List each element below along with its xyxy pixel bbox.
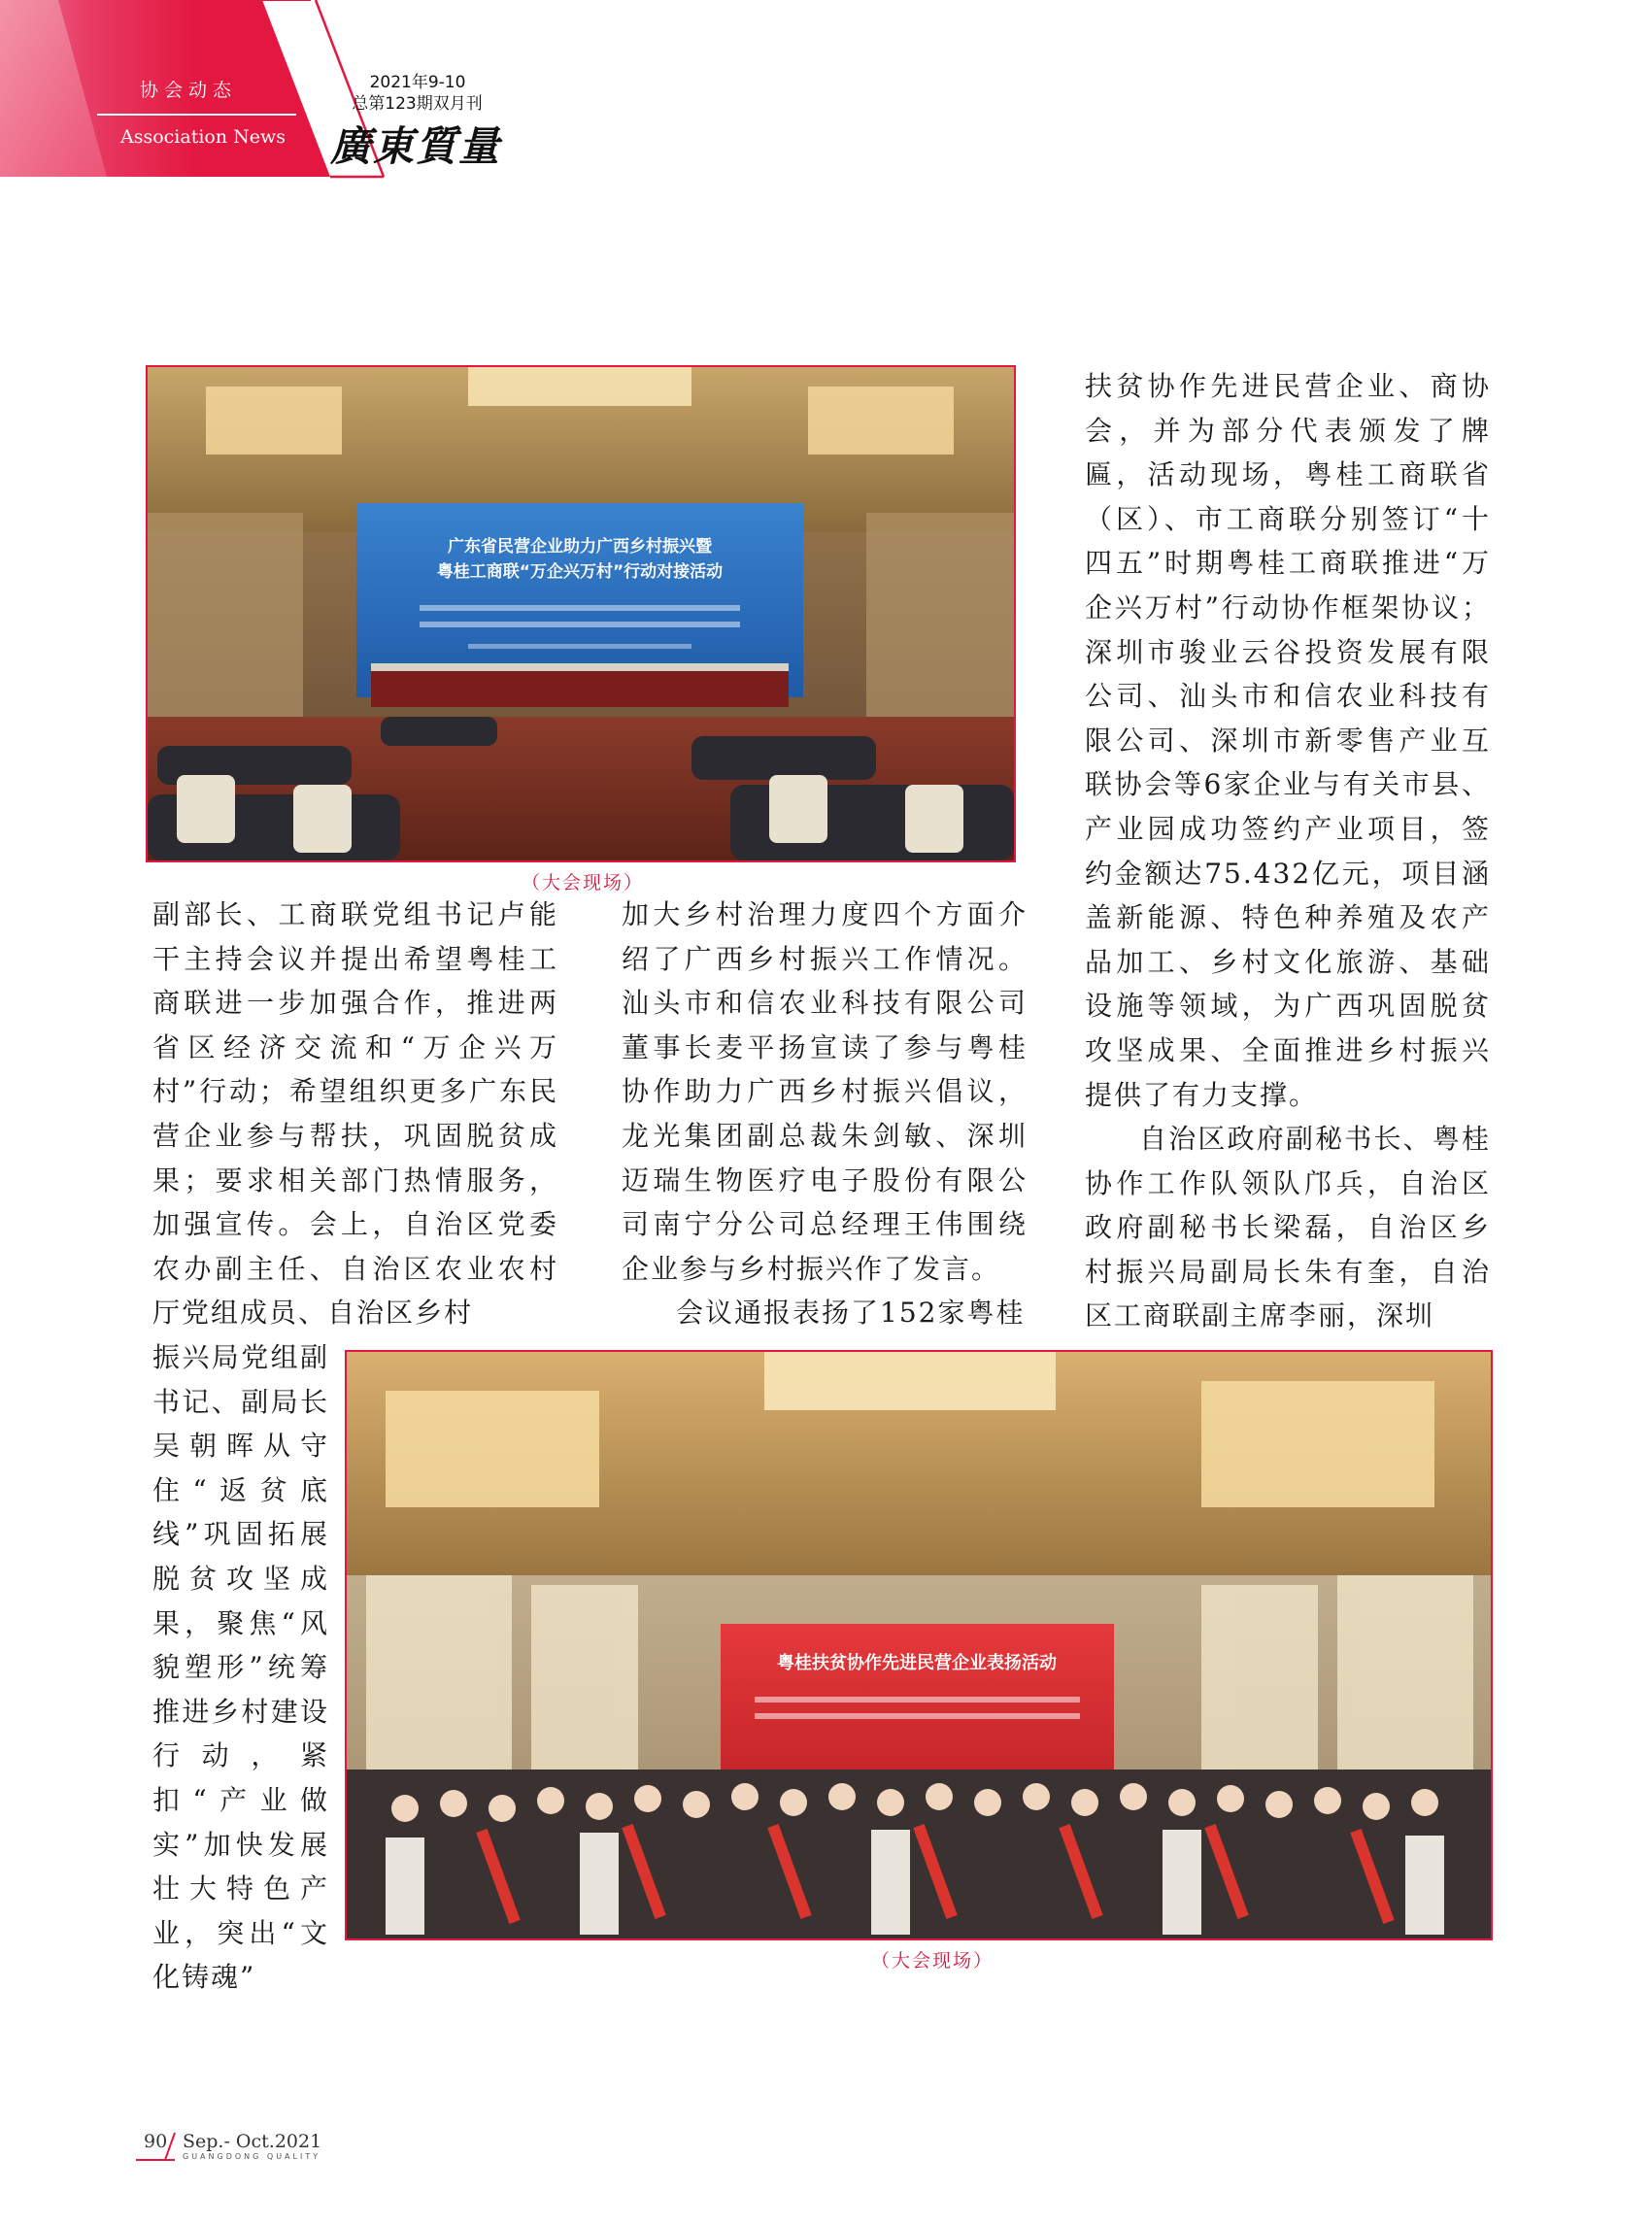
screen-2-title: 粤桂扶贫协作先进民营企业表扬活动 — [777, 1653, 1057, 1673]
section-title-en: Association News — [120, 126, 287, 148]
col2-paragraph-2: 会议通报表扬了152家粤桂 — [676, 1297, 1026, 1330]
photo-2-caption: （大会现场） — [870, 1950, 994, 1972]
issue-date: 2021年9-10 — [369, 73, 466, 92]
article-column-1-narrow — [152, 1335, 329, 2000]
page-footer — [136, 2131, 388, 2170]
page-number: 90 — [144, 2131, 168, 2152]
col1-paragraph: 副部长、工商联党组书记卢能干主持会议并提出希望粤桂工商联进一步加强合作，推进两省区经济交流和“万企兴万村”行动；希望组织更多广东民营企业参与帮扶，巩固脱贫成果；要求相关部门热情服务，加强宣传。会上，自治区党委农办副主任、自治区农业农村厅党组成员、自治区乡村 — [152, 898, 558, 1330]
magazine-title: 廣東質量 — [329, 122, 501, 170]
col1-narrow-paragraph: 振兴局党组副书记、副局长吴朝晖从守住“返贫底线”巩固拓展脱贫攻坚成果，聚焦“风貌塑形”统筹推进乡村建设行动，紧扣“产业做实”加快发展壮大特色产业，突出“文化铸魂” — [152, 1341, 329, 1994]
screen-title-line2: 粤桂工商联“万企兴万村”行动对接活动 — [436, 562, 724, 582]
footer-subtitle: GUANGDONG QUALITY — [183, 2152, 321, 2161]
conference-photo-1 — [146, 365, 1016, 862]
photo-1-caption: （大会现场） — [521, 872, 644, 893]
col3-paragraph-1: 扶贫协作先进民营企业、商协会，并为部分代表颁发了牌匾，活动现场，粤桂工商联省（区）、市工商联分别签订“十四五”时期粤桂工商联推进“万企兴万村”行动协作框架协议；深圳市骏业云谷投资发展有限公司、汕头市和信农业科技有限公司、深圳市新零售产业互联协会等6家企业与有关市县、产业园成功签约产业项目，签约金额达75.432亿元，项目涵盖新能源、特色种养殖及农产品加工、乡村文化旅游、基础设施等领域，为广西巩固脱贫攻坚成果、全面推进乡村振兴提供了有力支撑。 — [1085, 370, 1491, 1111]
screen-title-line1: 广东省民营企业助力广西乡村振兴暨 — [448, 537, 712, 556]
issue-number: 总第123期双月刊 — [352, 94, 483, 114]
article-column-1-top — [152, 893, 558, 1335]
conference-photo-2 — [345, 1350, 1493, 1940]
article-column-2 — [622, 893, 1028, 1335]
article-column-3 — [1085, 364, 1491, 1338]
col3-paragraph-2: 自治区政府副秘书长、粤桂协作工作队领队邝兵，自治区政府副秘书长梁磊，自治区乡村振兴局副局长朱有奎，自治区工商联副主席李丽，深圳 — [1085, 1123, 1491, 1332]
footer-slash-icon — [136, 2131, 185, 2170]
section-title-cn: 协会动态 — [140, 80, 238, 101]
conference-hall-illustration — [148, 367, 1014, 860]
col2-paragraph-1: 加大乡村治理力度四个方面介绍了广西乡村振兴工作情况。汕头市和信农业科技有限公司董事长麦平扬宣读了参与粤桂协作助力广西乡村振兴倡议，龙光集团副总裁朱剑敏、深圳迈瑞生物医疗电子股份有限公司南宁分公司总经理王伟围绕企业参与乡村振兴作了发言。 — [622, 898, 1028, 1285]
group-photo-illustration — [347, 1352, 1491, 1938]
issue-period: Sep.- Oct.2021 — [183, 2131, 322, 2152]
